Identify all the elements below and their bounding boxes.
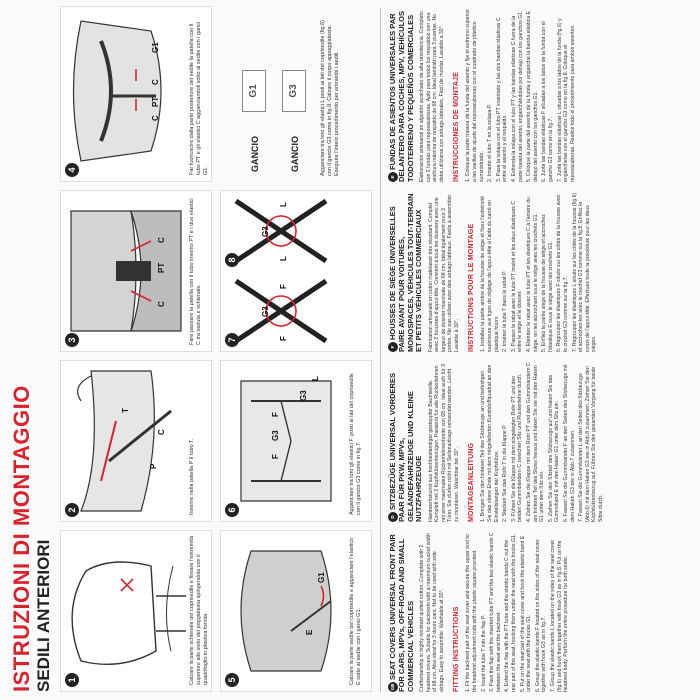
- column-heading: FUNDAS DE ASIENTOS UNIVERSALES PAR DELANTERO PARA COCHES, MPV, VEHÍCULOS TODOTERRENO Y PEQUEÑOS COMERCIALES: [387, 11, 415, 182]
- list-item: 4. Extend the flap with the PT tube and the elastic bands C out the rear part of the seat, hooking them under the seat with the hooks G1.: [504, 533, 517, 692]
- step-2-panel: [60, 360, 212, 522]
- lang-badge: E: [388, 172, 398, 182]
- hook-g3-label: GANCIO: [290, 136, 300, 172]
- section-divider: [380, 8, 381, 692]
- list-item: 7. Fassen Sie die Gummibänder L an den Seiten des Sitzbezugs (Abb.6) mit dem Haken G3 wie in Abb.8 zusammen. Ziehen Sie den Kopfstützenbezug auf. Führen Sie den gesamten Vorgang für beide Sitze durch.: [578, 366, 604, 522]
- page-title: ISTRUZIONI DI MONTAGGIO: [9, 385, 34, 692]
- step-caption: Agganciare tra loro gli elastici L posti ai lati del coprisedile (fig.6) con il gancio G3 come in fig.8. Calzare il corpo appoggiatesta. Eseguire l'intero procedimento per entrambi i sedili.: [320, 19, 340, 176]
- step-5-panel: [220, 530, 372, 692]
- step-number: 5: [225, 673, 239, 687]
- label-l: L: [279, 256, 288, 261]
- column-d: [388, 362, 607, 522]
- label-l: L: [311, 376, 320, 381]
- step-4-panel: [60, 6, 212, 182]
- list-item: 1. Bringen Sie den hinteren Teil des Sitzbezugs an und befestigen Sie das obere Ende mit dem mitgelieferten Kunststoffquadrat an den Einstellstangen der Kopfstütze.: [480, 364, 500, 522]
- list-item: 3. Führen Sie die Klappe mit dem eingelegten Rohr PT und den beiden Gummibändern C zwischen Sitz und Rückenlehne durch.: [510, 373, 524, 522]
- list-item: 7. Junte las bandas elásticas L situadas a los lados de la funda (fig.6) y engánchelas con el gancho G3 como en la fig.8. Coloque el reposacabezas. Realice todo el procedimiento para ambos asientos.: [556, 18, 576, 182]
- hook-g1-code: G1: [242, 70, 266, 112]
- label-f: F: [271, 454, 280, 459]
- list-item: 4. Ziehen Sie die Klappe mit dem Rohr PT und den Gummibändern C am hinteren Teil des Sitzes heraus und haken Sie sie mit den Haken G1 unter dem Sitz ein.: [526, 362, 546, 522]
- column-heading: SEAT COVERS UNIVERSAL FRONT PAIR FOR CARS, MPVs, OFF-ROAD AND SMALL COMMERCIAL VEHICLES: [387, 534, 415, 692]
- column-body: Handwerkskunst aus hochbeständiger gesteppter Baumwolle. Komplett mit 2 Kopfstützenbezügen. Passend für alle Rückenlehnen mit einer maximalen Rückenlehnenbreite von 68 cm. Ideal auch für 3 Türer. Sie dürfen nicht mit Seitenairbags verwendet werden. Leicht zu montieren. Waschbar bei 30°.: [427, 363, 460, 522]
- list-item: 4. Étendez le rabat avec le tube PT et les élastiques C à l'arrière du siège, en les accrochant sous le siège avec les crochets G1.: [526, 197, 539, 352]
- seat-cushion-illustration: [221, 531, 351, 691]
- step-number: 8: [225, 253, 239, 267]
- label-c: C: [157, 237, 166, 243]
- list-item: 6. Regroupez les élastiques F situés sur les côtés de la housse avec le crochet G3 comme sur la fig.7.: [556, 194, 569, 352]
- hook-g3-code: G3: [282, 70, 306, 112]
- label-pt: PT: [157, 262, 166, 273]
- list-item: 7. Regroupez les élastiques L situés sur les côtés de la housse (fig.6) et accrochez-les avec le crochet G3 comme sur la fig.8. Enfilez le corps de l'appui-tête. Effectuez toute la procédure pour les deux sièges.: [571, 192, 598, 352]
- step-6-panel: [220, 360, 372, 522]
- label-f: F: [279, 284, 288, 289]
- label-p: P: [149, 463, 158, 469]
- label-e: E: [305, 629, 314, 635]
- column-heading: HOUSSES DE SIÈGE UNIVERSELLES PAIRE AVANT POUR VOITURES, MONOSPACES, VÉHICULES TOUT-TERRAIN ET PETITS VÉHICULES COMMERCIAUX: [387, 193, 423, 352]
- step-caption: Calzare la parte schienale del coprisedile e fissare l'estremità superiore allo stelo del poggiatesta spingendola con il quadrifoglio in plastica fornita.: [189, 535, 209, 685]
- step-caption: Calzare la parte sedile del coprisedile e agganciare l'elastico E sotto al sedile con i ganci G1.: [349, 537, 362, 685]
- fitting-steps: [480, 192, 598, 352]
- step-number: 3: [65, 333, 79, 347]
- label-c: C: [151, 115, 160, 121]
- label-g3: G3: [271, 430, 280, 441]
- step-1-panel: [60, 530, 212, 692]
- list-item: 5. Put on the seat part of the seat cover and hook the elastic band E under the seat with the hooks G1.: [519, 535, 533, 692]
- step-number: 2: [65, 503, 79, 517]
- step-number: 6: [225, 503, 239, 517]
- hook-g1-label: GANCIO: [250, 136, 260, 172]
- step-number: 7: [225, 333, 239, 347]
- step-7-8-panel: [220, 190, 372, 352]
- fitting-steps: [465, 532, 569, 692]
- step-caption: Far fuoriuscire dalla parte posteriore del sedile la patella con il tubo PT e gli elastici C agganciandoli sotto al sedile con i ganci G1.: [189, 21, 209, 175]
- list-item: 1. Fit the backrest part of the seat cover and secure the upper end to the headrest adjustment rods with the plastic square provided.: [465, 534, 478, 692]
- rear-hook-illustration: [61, 7, 191, 181]
- label-g1: G1: [317, 572, 326, 583]
- list-item: 6. Group the elastic bands F located on the sides of the seat cover together with hook G3 as in fig.7.: [534, 539, 548, 692]
- list-item: 3. Pass the flap with the inserted tube PT and the two elastic bands C between the seat and the backrest.: [489, 532, 502, 692]
- label-c: C: [151, 79, 160, 85]
- step-caption: Fare passare la patella con il tubo inserito PT e i due elastici C tra seduta e schienale.: [189, 198, 202, 345]
- lang-badge: GB: [388, 682, 398, 692]
- list-item: 1. Coloque la parte trasera de la funda del asiento y fije el extremo superior a las varillas de ajuste del reposacabezas con el cuadrado de plástico suministrado.: [465, 8, 485, 182]
- list-item: 4. Extienda la solapa con el tubo PT y las bandas elásticas C fuera de la parte trasera del asiento, enganchándolas por debajo con los ganchos G1.: [510, 10, 524, 182]
- step-caption: Agganciare tra loro gli elastici F. posti ai lati del coprisedile con il gancio G3 come in fig.7.: [349, 373, 362, 515]
- fitting-steps: [465, 8, 576, 182]
- fitting-steps: [480, 362, 604, 522]
- fitting-heading: MONTAGEANLEITUNG: [468, 442, 476, 522]
- label-pt: PT: [151, 96, 160, 107]
- list-item: 1. Installez la partie arrière de la housse de siège et fixez l'extrémité supérieure aux tiges de réglage de l'appui-tête à l'aide du carré en plastique fourni.: [480, 196, 500, 352]
- list-item: 7. Group the elastic bands L located on the sides of the seat cover (fig.6) and hook them together with hook G3 as in fig.8. Put on the headrest body. Perform the entire procedure for both seats.: [549, 539, 570, 692]
- fitting-heading: INSTRUCTIONS POUR LE MONTAGE: [468, 223, 476, 352]
- step-number: 1: [65, 673, 79, 687]
- column-gb: [388, 532, 572, 692]
- step-caption: Inserire nella patella P il tubo T.: [189, 438, 195, 515]
- column-body: Craftsmanship in highly resistant quilted cotton. Complete with 2 headrest covers. Suitable for backrests with a maximum bucket width of 68 cm. Also ideal for 3 doors cars. Not to be used with side airbags. Easy to assemble. Washable at 30°.: [419, 533, 445, 692]
- list-item: 5. Ziehen Sie den Sitzteil des Sitzbezugs auf und haken Sie das Gummiband E mit den Haken G1 unter dem Sitz ein.: [547, 374, 561, 522]
- column-heading: SITZBEZÜGE UNIVERSAL VORDERES PAAR FÜR PKW, MPVs, GELÄNDEFAHRZEUGE UND KLEINE NUTZFAHRZEUGE: [387, 373, 423, 522]
- title-block: [9, 385, 54, 692]
- column-body: Fabrication artisanale en coton matelassé très résistant. Complet avec 2 housses d'appui-tête. Convient à tous les dossiers avec une largeur de dossier maximale de 68 cm. Idéal également pour 3 portes. Ne pas utiliser avec des airbags latéraux. Facile à assembler. Lavable à 30°.: [427, 193, 460, 352]
- list-item: 3. Pase la solapa con el tubo PT insertado y las dos bandas elásticas C entre el asiento y el respaldo.: [495, 17, 509, 182]
- list-item: 5. Coloque la parte del asiento de la funda y enganche la banda elástica E debajo del asiento con los ganchos G1.: [526, 10, 539, 182]
- label-g3: G3: [261, 226, 270, 237]
- label-t: T: [121, 408, 130, 413]
- label-c: C: [157, 429, 166, 435]
- step-3-panel: [60, 190, 212, 352]
- label-g1: G1: [151, 42, 160, 53]
- label-l: L: [279, 202, 288, 207]
- page-subtitle: SEDILI ANTERIORI: [34, 539, 53, 692]
- side-elastics-illustration: [221, 361, 351, 521]
- label-f: F: [279, 336, 288, 341]
- cross-hook-illustration: [221, 191, 351, 351]
- list-item: 6. Junte las bandas elásticas F situadas a los lados de la funda con el gancho G3 como en la fig.7.: [541, 21, 554, 182]
- list-item: 2. Inserte el tubo T en la solapa P.: [487, 103, 494, 182]
- list-item: 2. Stecken Sie das Rohr T in die Klappe P.: [502, 424, 509, 522]
- label-g3: G3: [299, 390, 308, 401]
- fitting-heading: FITTING INSTRUCTIONS: [453, 606, 461, 692]
- seat-gap-illustration: [61, 191, 191, 351]
- column-e: [388, 8, 578, 182]
- column-body: Elaboración artesanal en algodón acolchado de alta resistencia. Completo con 2 fundas para reposacabezas. Apto para todos los respaldos con una anchura máxima de respaldo de 68 cm. Ideal también para 3 puertas. No debe utilizarse con airbags laterales. Fácil de montar. Lavable a 30°.: [419, 11, 445, 182]
- fitting-heading: INSTRUCCIONES DE MONTAJE: [453, 71, 461, 182]
- label-g3: G3: [261, 306, 270, 317]
- list-item: 2. Insert the tube T into the flap P.: [480, 614, 487, 692]
- list-item: 3. Passez le rabat avec le tube PT inséré et les deux élastiques C entre le siège et le dossier.: [510, 200, 524, 352]
- column-f: [388, 192, 600, 352]
- step-number: 4: [65, 163, 79, 177]
- label-c: C: [157, 301, 166, 307]
- lang-badge: F: [388, 342, 398, 352]
- hooks-legend: [220, 8, 370, 182]
- list-item: 2. Insérez le tube T dans le rabat P.: [502, 270, 509, 352]
- headrest-illustration: [61, 531, 191, 691]
- list-item: 6. Fassen Sie die Gummibänder F an den Seiten des Sitzbezugs mit dem Haken G3 wie in Abb.7 zusammen.: [563, 364, 576, 522]
- label-f: F: [271, 412, 280, 417]
- lang-badge: D: [388, 512, 398, 522]
- flap-tube-illustration: [61, 361, 191, 521]
- list-item: 5. Enfilez la partie siège de la housse de siège et accrochez l'élastique E sous le siège avec les crochets G1.: [541, 214, 554, 352]
